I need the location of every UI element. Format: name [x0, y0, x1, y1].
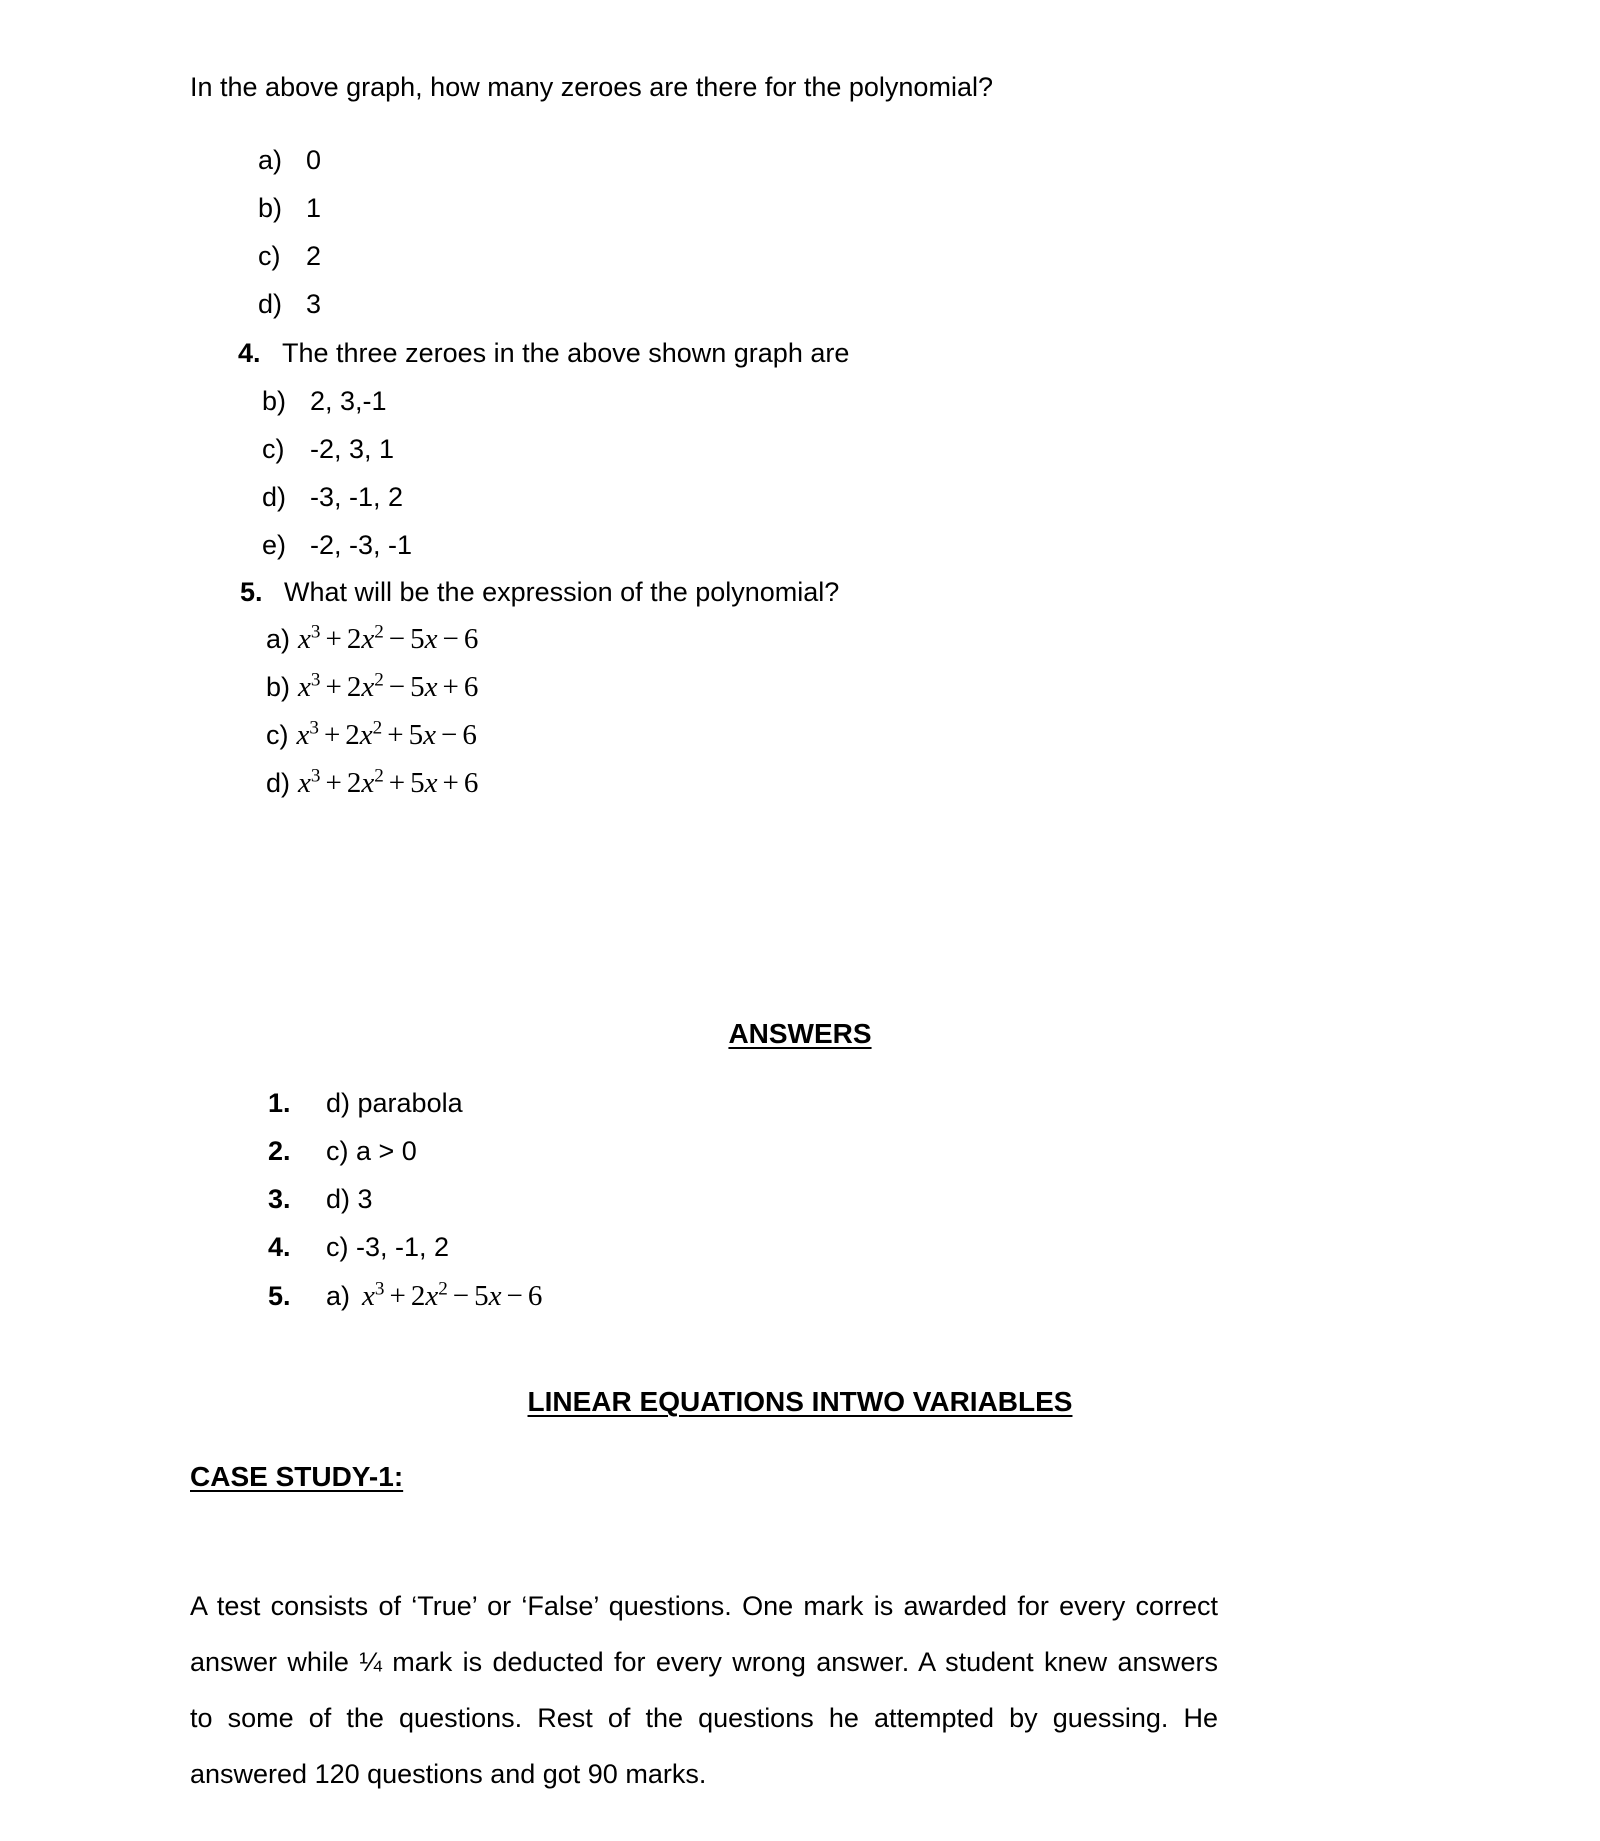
chapter-heading-text: LINEAR EQUATIONS INTWO VARIABLES	[527, 1386, 1073, 1417]
option-text: 3	[306, 289, 322, 319]
answer-number: 1.	[268, 1088, 291, 1118]
option-marker: b)	[258, 193, 283, 223]
option-row-q4-e[interactable]	[262, 530, 412, 561]
option-expression: $x^3 + 2x^2 - 5x - 6$	[298, 621, 479, 655]
answer-number: 3.	[268, 1184, 291, 1214]
question-4	[238, 338, 849, 369]
answer-number: 2.	[268, 1136, 291, 1166]
intro-question-text: In the above graph, how many zeroes are there for the polynomial?	[190, 72, 993, 102]
option-expression: $x^3 + 2x^2 + 5x + 6$	[298, 765, 479, 799]
option-text: -3, -1, 2	[310, 482, 404, 512]
case-study-heading-text: CASE STUDY-1:	[190, 1461, 404, 1492]
answer-text: c) -3, -1, 2	[326, 1232, 450, 1262]
option-row-q5-d[interactable]	[266, 767, 478, 800]
answer-row-3	[268, 1184, 373, 1215]
option-row-q3-a[interactable]	[258, 145, 321, 176]
option-row-q5-c[interactable]	[266, 719, 477, 752]
paragraph-line-3: to some of the questions. Rest of the questions he attempted by guessing. He	[190, 1703, 1218, 1733]
question-5	[240, 577, 839, 608]
option-marker: d)	[262, 482, 287, 512]
answer-text: c) a > 0	[326, 1136, 417, 1166]
option-row-q4-b[interactable]	[262, 386, 387, 417]
question-text: The three zeroes in the above shown graph are	[282, 338, 850, 368]
answer-text: d) parabola	[326, 1088, 463, 1118]
paragraph-line-1: A test consists of ‘True’ or ‘False’ questions. One mark is awarded for every correct	[190, 1591, 1218, 1621]
option-row-q4-c[interactable]	[262, 434, 394, 465]
option-marker: a)	[266, 624, 291, 654]
option-marker: e)	[262, 530, 287, 560]
option-text: 0	[306, 145, 322, 175]
option-row-q3-c[interactable]	[258, 241, 321, 272]
option-marker: d)	[258, 289, 283, 319]
answer-row-5	[268, 1280, 542, 1313]
case-study-heading	[190, 1461, 403, 1493]
chapter-heading	[0, 1386, 1600, 1418]
paragraph-line-2: answer while ¼ mark is deducted for every wrong answer. A student knew answers	[190, 1647, 1218, 1677]
option-expression: $x^3 + 2x^2 + 5x - 6$	[296, 717, 477, 751]
answer-expression: $x^3 + 2x^2 - 5x - 6$	[362, 1278, 543, 1312]
option-text: -2, 3, 1	[310, 434, 395, 464]
option-row-q5-b[interactable]	[266, 671, 478, 704]
option-marker: d)	[266, 768, 291, 798]
case-study-paragraph	[190, 1578, 1218, 1802]
question-number: 5.	[240, 577, 263, 607]
option-marker: c)	[262, 434, 285, 464]
answer-number: 4.	[268, 1232, 291, 1262]
answer-row-4	[268, 1232, 449, 1263]
answers-heading-text: ANSWERS	[728, 1018, 872, 1049]
answer-number: 5.	[268, 1281, 291, 1311]
answers-heading	[0, 1018, 1600, 1050]
answer-row-2	[268, 1136, 417, 1167]
option-expression: $x^3 + 2x^2 - 5x + 6$	[298, 669, 479, 703]
option-text: -2, -3, -1	[310, 530, 413, 560]
option-text: 2	[306, 241, 322, 271]
option-text: 2, 3,-1	[310, 386, 387, 416]
option-marker: b)	[262, 386, 287, 416]
option-row-q4-d[interactable]	[262, 482, 403, 513]
option-marker: a)	[258, 145, 283, 175]
option-row-q5-a[interactable]	[266, 623, 478, 656]
paragraph-line-4: answered 120 questions and got 90 marks.	[190, 1759, 707, 1789]
answer-row-1	[268, 1088, 463, 1119]
question-text: What will be the expression of the polynomial?	[284, 577, 840, 607]
question-number: 4.	[238, 338, 261, 368]
answer-marker: a)	[326, 1281, 351, 1311]
option-marker: c)	[266, 720, 289, 750]
option-marker: c)	[258, 241, 281, 271]
option-row-q3-d[interactable]	[258, 289, 321, 320]
answer-text: d) 3	[326, 1184, 373, 1214]
option-row-q3-b[interactable]	[258, 193, 321, 224]
option-text: 1	[306, 193, 322, 223]
option-marker: b)	[266, 672, 291, 702]
